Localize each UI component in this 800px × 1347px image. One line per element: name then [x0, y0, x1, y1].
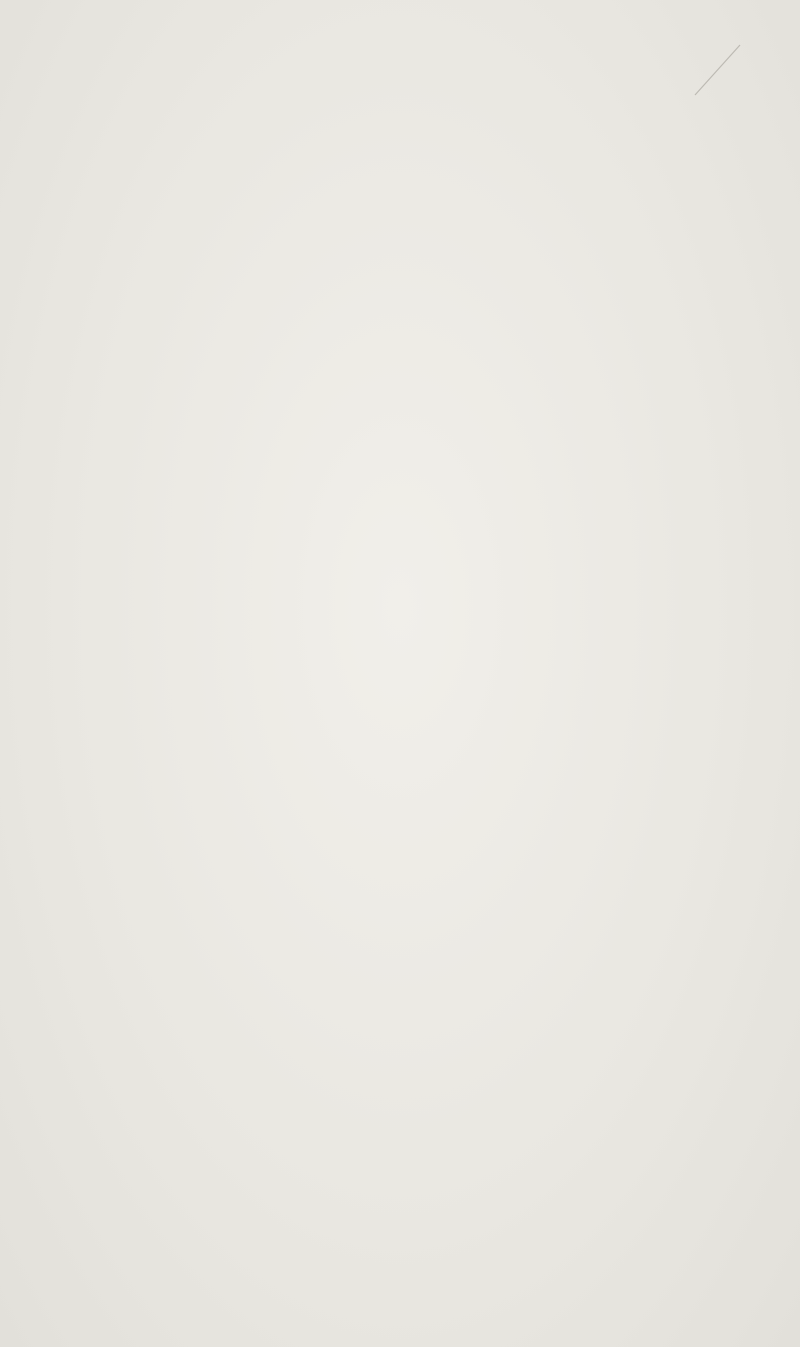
- asterism: [0, 1005, 800, 1045]
- running-header: [0, 66, 800, 102]
